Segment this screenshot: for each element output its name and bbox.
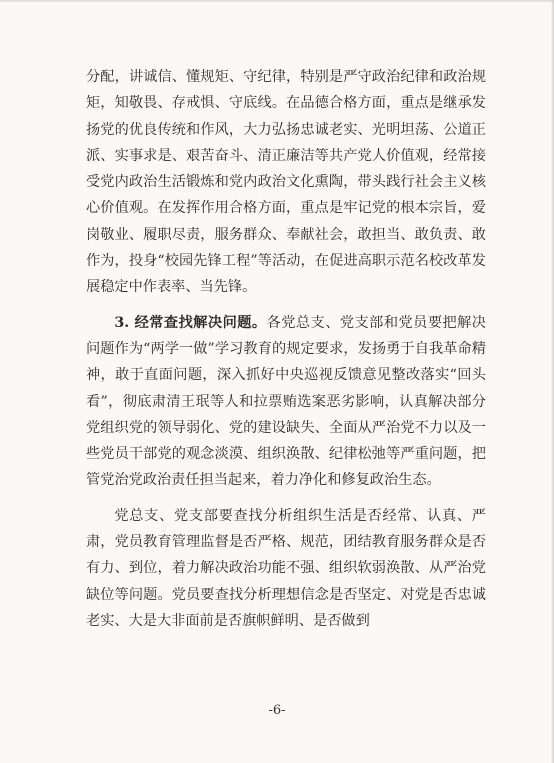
section-heading: 3. 经常查找解决问题。 bbox=[114, 314, 267, 331]
paragraph-text: 党总支、党支部要查找分析组织生活是否经常、认真、严肃，党员教育管理监督是否严格、规范，团结教育服务群众是否有力、到位，着力解决政治功能不强、组织软弱涣散、从严治党缺位等问题。党员要查找分析理想信念是否坚定、对党是否忠诚老实、大是大非面前是否旗帜鲜明、是否做到 bbox=[86, 507, 486, 629]
paragraph-section-3 bbox=[86, 310, 486, 494]
paragraph-continuation bbox=[86, 64, 486, 301]
page-number: -6- bbox=[268, 703, 286, 718]
paragraph-branch-requirements bbox=[86, 503, 486, 634]
paragraph-text: 分配，讲诚信、懂规矩、守纪律，特别是严守政治纪律和政治规矩，知敬畏、存戒惧、守底线。在品德合格方面，重点是继承发扬党的优良传统和作风，大力弘扬忠诚老实、光明坦荡、公道正派、实事求是、艰苦奋斗、清正廉洁等共产党人价值观，经常接受党内政治生活锻炼和党内政治文化熏陶，带头践行社会主义核心价值观。在发挥作用合格方面，重点是牢记党的根本宗旨，爱岗敬业、履职尽责，服务群众、奉献社会，敢担当、敢负责、敢作为，投身“校园先锋工程”等活动，在促进高职示范名校改革发展稳定中作表率、当先锋。 bbox=[86, 69, 486, 296]
scan-edge-top bbox=[0, 0, 554, 3]
document-body bbox=[86, 64, 486, 634]
paragraph-text: 各党总支、党支部和党员要把解决问题作为“两学一做”学习教育的规定要求，发扬勇于自我革命精神，敢于直面问题，深入抓好中央巡视反馈意见整改落实“回头看”，彻底肃清王珉等人和拉票贿选案恶劣影响，认真解决部分党组织党的领导弱化、党的建设缺失、全面从严治党不力以及一些党员干部党的观念淡漠、组织涣散、纪律松弛等严重问题，把管党治党政治责任担当起来，着力净化和修复政治生态。 bbox=[86, 314, 486, 489]
